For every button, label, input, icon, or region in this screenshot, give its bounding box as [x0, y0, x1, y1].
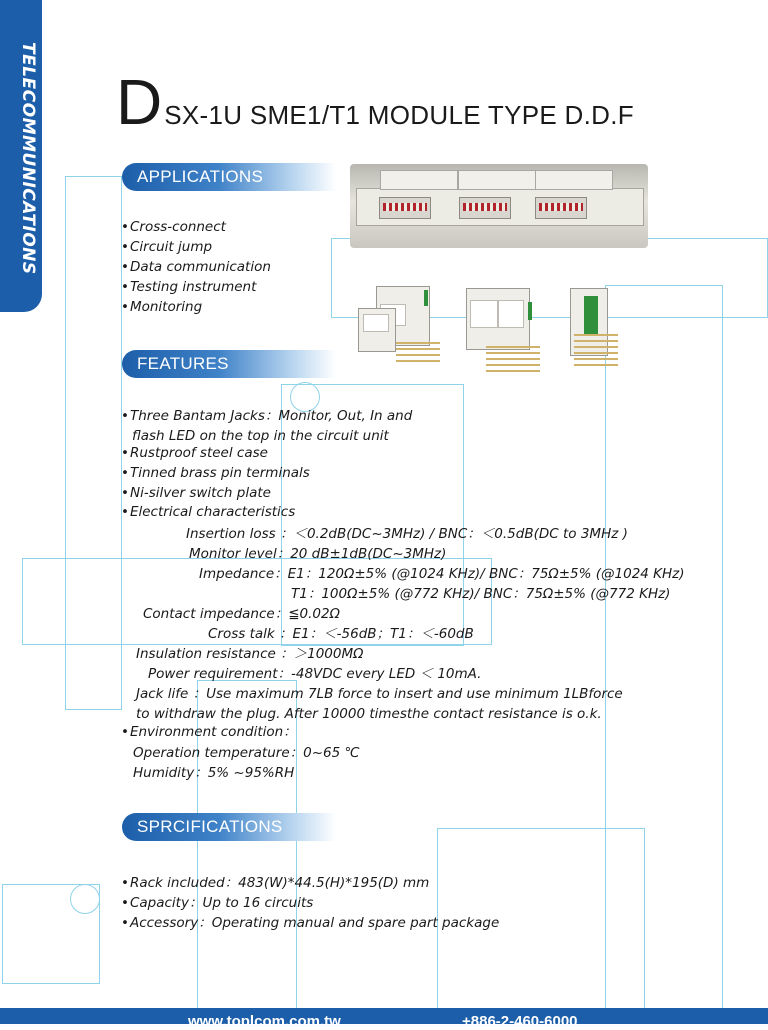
feature-item: •Electrical characteristics	[121, 504, 296, 520]
footer-website-link[interactable]: www.toplcom.com.tw	[188, 1013, 341, 1030]
rack-module	[379, 197, 431, 219]
rack-photo	[350, 164, 648, 248]
specifications-heading: SPRCIFICATIONS	[122, 813, 336, 841]
spec-impedance-e1: Impedance：E1：120Ω±5% (@1024 KHz)/ BNC：75Ω±5% (@1024 KHz)	[199, 566, 685, 582]
spec-power-requirement: Power requirement：-48VDC every LED ＜ 10mA.	[148, 666, 482, 682]
rack-lid	[380, 170, 458, 190]
module-photo-1	[356, 282, 442, 368]
page-title	[116, 66, 634, 138]
spec-list-item: •Capacity：Up to 16 circuits	[121, 895, 314, 911]
spec-impedance-t1: T1：100Ω±5% (@772 KHz)/ BNC：75Ω±5% (@772 KHz)	[291, 586, 671, 602]
footer-bar	[0, 1008, 768, 1024]
spec-cross-talk: Cross talk ：E1：＜-56dB；T1：＜-60dB	[208, 626, 474, 642]
feature-item: •Three Bantam Jacks：Monitor, Out, In and	[121, 408, 413, 424]
rack-module	[535, 197, 587, 219]
rack-front-panel	[356, 188, 644, 226]
list-item: •Data communication	[121, 259, 271, 275]
feature-item: •Ni-silver switch plate	[121, 485, 271, 501]
list-item: •Testing instrument	[121, 279, 257, 295]
feature-item-continued: flash LED on the top in the circuit unit	[132, 428, 389, 444]
applications-list	[121, 217, 271, 317]
spec-jack-life-continued: to withdraw the plug. After 10000 timesthe contact resistance is o.k.	[136, 706, 602, 722]
feature-item: •Rustproof steel case	[121, 445, 268, 461]
applications-heading: APPLICATIONS	[122, 163, 336, 191]
features-heading: FEATURES	[122, 350, 336, 378]
spec-list-item: •Rack included：483(W)*44.5(H)*195(D) mm	[121, 875, 430, 891]
feature-item: •Environment condition：	[121, 724, 297, 740]
rack-lid	[535, 170, 613, 190]
rack-lid	[458, 170, 536, 190]
side-category-label: TELECOMMUNICATIONS	[18, 42, 38, 275]
list-item: •Monitoring	[121, 299, 203, 315]
title-initial: D	[116, 66, 163, 138]
list-item: •Cross-connect	[121, 219, 226, 235]
title-text: SX-1U SME1/T1 MODULE TYPE D.D.F	[164, 100, 634, 130]
spec-list-item: •Accessory：Operating manual and spare part package	[121, 915, 500, 931]
env-humidity: Humidity：5% ~95%RH	[133, 765, 295, 781]
spec-monitor-level: Monitor level：20 dB±1dB(DC~3MHz)	[189, 546, 447, 562]
env-operation-temperature: Operation temperature：0~65 ℃	[133, 745, 360, 761]
list-item: •Circuit jump	[121, 239, 213, 255]
deco-circle-1	[70, 884, 100, 914]
spec-contact-impedance: Contact impedance：≦0.02Ω	[143, 606, 340, 622]
module-photo-3	[566, 282, 622, 374]
spec-insertion-loss: Insertion loss ：＜0.2dB(DC~3MHz) / BNC：＜0.5dB(DC to 3MHz )	[186, 526, 628, 542]
spec-insulation-resistance: Insulation resistance ：＞1000MΩ	[136, 646, 364, 662]
rack-module	[459, 197, 511, 219]
footer-phone: +886-2-460-6000	[462, 1013, 578, 1030]
spec-jack-life: Jack life ：Use maximum 7LB force to insert and use minimum 1LBforce	[136, 686, 623, 702]
feature-item: •Tinned brass pin terminals	[121, 465, 310, 481]
module-photo-2	[462, 282, 546, 374]
side-category-tab	[0, 0, 42, 312]
